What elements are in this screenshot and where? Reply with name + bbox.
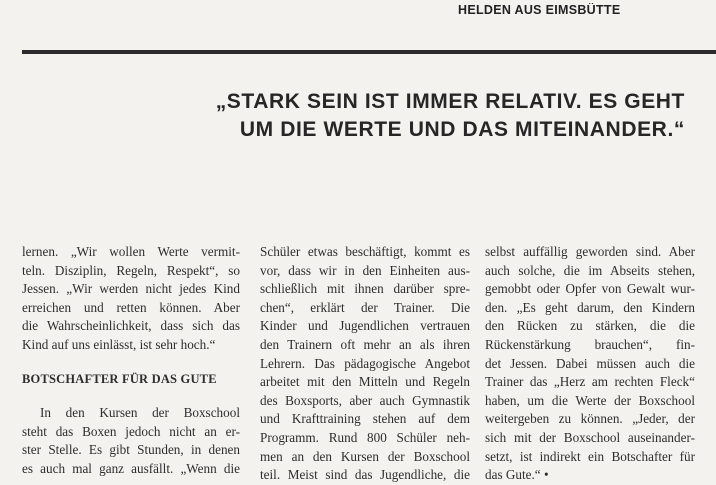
text-line: auch solche, die im Abseits stehen, bbox=[485, 262, 695, 278]
text-line: steht das Boxen jedoch nicht an er- bbox=[22, 423, 240, 439]
header-rule-divider bbox=[22, 50, 716, 54]
text-line: ster Stelle. Es gibt Stunden, in denen bbox=[22, 442, 240, 458]
text-line: den Trainern oft mehr an als ihren bbox=[260, 336, 470, 352]
text-line: schließlich mit ihnen darüber spre- bbox=[260, 281, 470, 297]
pull-quote-line-2: UM DIE WERTE UND DAS MITEINANDER.“ bbox=[239, 118, 685, 141]
text-line: Schüler etwas beschäftigt, kommt es bbox=[260, 244, 470, 259]
text-line: lernen. „Wir wollen Werte vermit- bbox=[22, 244, 240, 259]
text-line: Jessen. „Wir werden nicht jedes Kind bbox=[22, 281, 240, 297]
text-line: des Boxsports, aber auch Gymnastik bbox=[260, 392, 470, 408]
text-line: In den Kursen der Boxschool bbox=[40, 405, 240, 421]
text-line: chen“, erklärt der Trainer. Die bbox=[260, 299, 470, 315]
text-line: den Rücken zu stärken, die die bbox=[485, 318, 695, 334]
article-subheading: BOTSCHAFTER FÜR DAS GUTE bbox=[22, 371, 217, 386]
text-line: Trainer das „Herz am rechten Fleck“ bbox=[485, 374, 695, 390]
article-column-3 bbox=[485, 243, 695, 485]
text-line: teil. Meist sind das Jugendliche, die bbox=[260, 467, 470, 483]
text-line: das Gute.“ • bbox=[485, 467, 549, 483]
text-line: gemobbt oder Opfer von Gewalt wur- bbox=[485, 281, 695, 297]
text-line: Kind auf uns einlässt, ist sehr hoch.“ bbox=[22, 336, 216, 352]
article-column-2 bbox=[260, 243, 470, 485]
text-line: Kinder und Jugendlichen vertrauen bbox=[260, 318, 470, 334]
text-line: erreichen und retten können. Aber bbox=[22, 299, 240, 315]
pull-quote bbox=[150, 88, 685, 144]
text-line: men an den Kursen der Boxschool bbox=[260, 448, 470, 464]
text-line: det Jessen. Dabei müssen auch die bbox=[485, 355, 695, 371]
section-header-label: HELDEN AUS EIMSBÜTTE bbox=[458, 3, 621, 17]
text-line: die Wahrscheinlichkeit, dass sich das bbox=[22, 318, 240, 334]
text-line: Rückenstärkung brauchen“, fin- bbox=[485, 336, 695, 352]
text-line: teln. Disziplin, Regeln, Respekt“, so bbox=[22, 262, 240, 278]
text-line: sich mit der Boxschool auseinander- bbox=[485, 429, 695, 445]
text-line: setzt, ist indirekt ein Botschafter für bbox=[485, 448, 695, 464]
text-line: haben, um die Werte der Boxschool bbox=[485, 392, 695, 408]
text-line: und Krafttraining stehen auf dem bbox=[260, 411, 470, 427]
text-line: vor, dass wir in den Einheiten aus- bbox=[260, 262, 470, 278]
text-line: arbeitet mit den Mitteln und Regeln bbox=[260, 374, 470, 390]
text-line: weitergeben zu können. „Jeder, der bbox=[485, 411, 695, 427]
text-line: es auch mal ganz ausfällt. „Wenn die bbox=[22, 460, 240, 476]
pull-quote-line-1: „STARK SEIN IST IMMER RELATIV. ES GEHT bbox=[215, 90, 685, 113]
text-line: Lehrern. Das pädagogische Angebot bbox=[260, 355, 470, 371]
text-line: den. „Es geht darum, den Kindern bbox=[485, 299, 695, 315]
article-column-1 bbox=[22, 243, 240, 479]
text-line: selbst auffällig geworden sind. Aber bbox=[485, 244, 695, 259]
text-line: Programm. Rund 800 Schüler neh- bbox=[260, 429, 470, 445]
